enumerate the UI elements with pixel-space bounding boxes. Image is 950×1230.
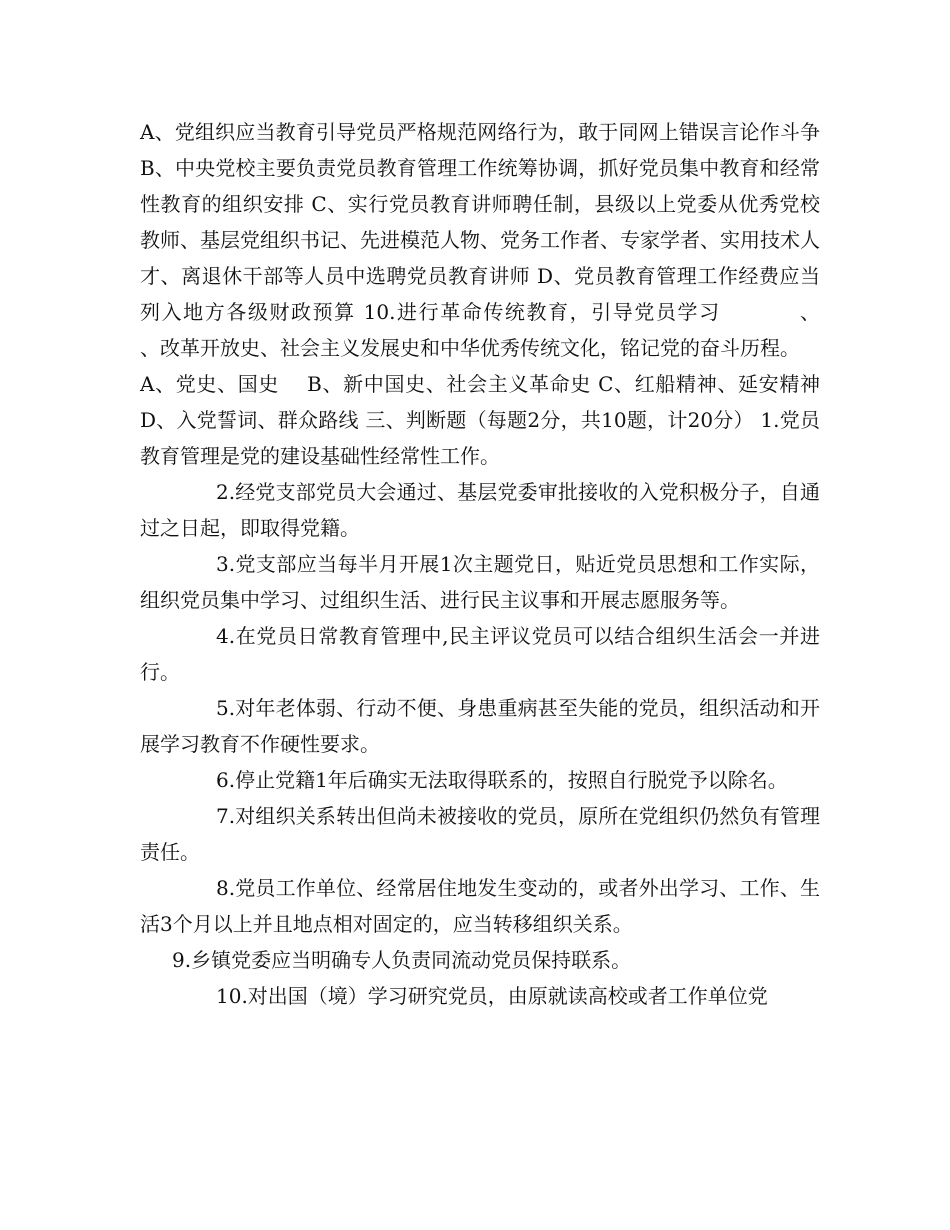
judgment-item-5: 5.对年老体弱、行动不便、身患重病甚至失能的党员，组织活动和开展学习教育不作硬性要求。	[140, 696, 820, 756]
judgment-item-7: 7.对组织关系转出但尚未被接收的党员，原所在党组织仍然负有管理责任。	[140, 804, 820, 864]
paragraph-options-and-q10: A、党组织应当教育引导党员严格规范网络行为，敢于同网上错误言论作斗争 B、中央党校主要负责党员教育管理工作统筹协调，抓好党员集中教育和经常性教育的组织安排 C、实行党员教育讲师聘任制，县级以上党委从优秀党校教师、基层党组织书记、先进模范人物、党务工作者、专家学者、实用技术人才、离退休干部等人员中选聘党员教育讲师 D、党员教育管理工作经费应当列入地方各级财政预算 10.进行革命传统教育，引导党员学习 、 、改革开放史、社会主义发展史和中华优秀传统文化，铭记党的奋斗历程。	[140, 120, 884, 360]
paragraph-q10-options-and-section-three: A、党史、国史 B、新中国史、社会主义革命史 C、红船精神、延安精神 D、入党誓词、群众路线 三、判断题（每题2分，共10题，计20分） 1.党员教育管理是党的建设基础性经常性工作。	[140, 372, 846, 468]
judgment-item-8: 8.党员工作单位、经常居住地发生变动的，或者外出学习、工作、生活3个月以上并且地点相对固定的，应当转移组织关系。	[140, 876, 820, 936]
judgment-item-9: 9.乡镇党委应当明确专人负责同流动党员保持联系。	[172, 948, 632, 972]
judgment-item-6: 6.停止党籍1年后确实无法取得联系的，按照自行脱党予以除名。	[216, 768, 788, 792]
judgment-item-10: 10.对出国（境）学习研究党员，由原就读高校或者工作单位党	[216, 984, 768, 1008]
judgment-item-2: 2.经党支部党员大会通过、基层党委审批接收的入党积极分子，自通过之日起，即取得党籍。	[140, 480, 820, 540]
judgment-item-3: 3.党支部应当每半月开展1次主题党日，贴近党员思想和工作实际，组织党员集中学习、过组织生活、进行民主议事和开展志愿服务等。	[140, 552, 820, 612]
judgment-item-4: 4.在党员日常教育管理中,民主评议党员可以结合组织生活会一并进行。	[140, 624, 820, 684]
document-body	[140, 114, 884, 1014]
